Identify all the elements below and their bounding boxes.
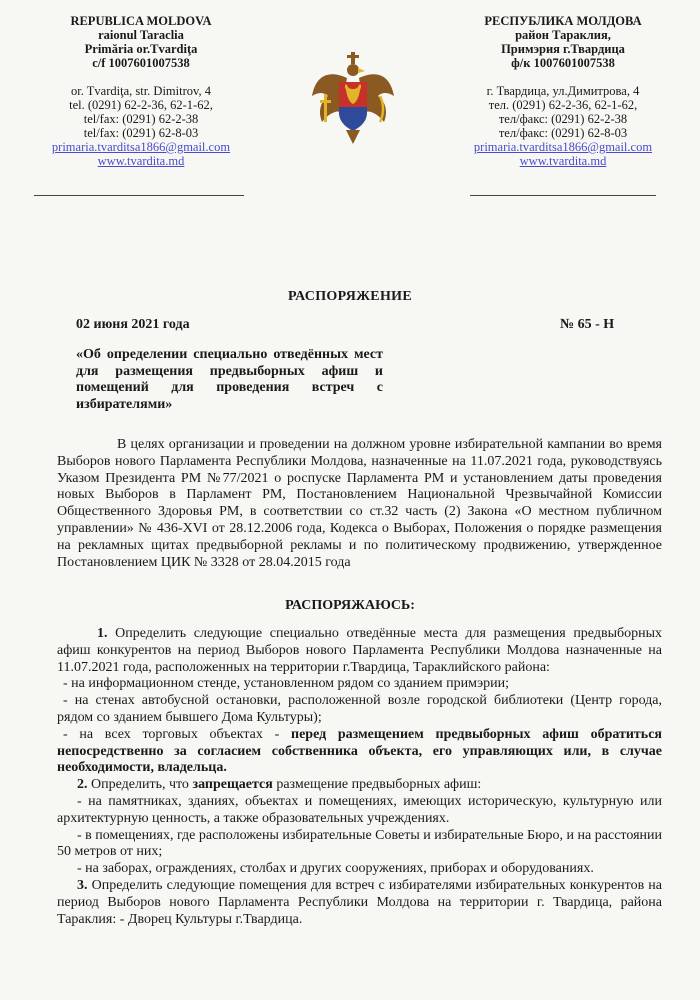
preamble-section [57, 437, 662, 571]
item-1-number: 1. [97, 626, 108, 641]
header-left-office: Primăria or.Tvardiţa [84, 42, 198, 56]
header-right-address: г. Твардица, ул.Димитрова, 4 [486, 84, 640, 98]
item-1-c-bold: перед размещением предвыборных афиш обратиться непосредственно за согласием собственника объекта, его управляющих или, в случае необходимости, владельца. [57, 726, 663, 776]
header-left-district: raionul Taraclia [98, 28, 184, 42]
item-3 [57, 878, 662, 928]
item-2 [57, 777, 662, 794]
header-left [6, 14, 276, 168]
header-left-fax2: tel/fax: (0291) 62-8-03 [83, 126, 199, 140]
item-2-b: - в помещениях, где расположены избирательные Советы и избирательные Бюро, и на расстоянии 50 метров от них; [57, 827, 662, 860]
header-left-email-link[interactable]: primaria.tvarditsa1866@gmail.com [51, 140, 231, 154]
header-left-fax1: tel/fax: (0291) 62-2-38 [83, 112, 199, 126]
header-right-tel: тел. (0291) 62-2-36, 62-1-62, [488, 98, 638, 112]
resolve-heading: РАСПОРЯЖАЮСЬ: [285, 598, 415, 613]
item-1 [57, 626, 662, 676]
item-3-text: Определить следующие помещения для встреч с избирателями избирательных конкурентов на период Выборов нового Парламента Республики Молдова на территории г. Твардица, района Тараклия: - Дворец Культуры г.Твардица. [57, 877, 663, 927]
item-1-c [57, 727, 662, 777]
item-3-number: 3. [77, 877, 88, 893]
item-1-a: - на информационном стенде, установленном рядом со зданием примэрии; [63, 676, 509, 692]
header-right-fax2: тел/факс: (0291) 62-8-03 [498, 126, 628, 140]
header-left-fiscal-code: c/f 1007601007538 [92, 56, 190, 70]
header-right-email-link[interactable]: primaria.tvarditsa1866@gmail.com [473, 140, 653, 154]
document-title: РАСПОРЯЖЕНИЕ [288, 289, 412, 304]
header-left-divider [34, 195, 244, 196]
header-right-fax1: тел/факс: (0291) 62-2-38 [498, 112, 628, 126]
header-right-district: район Тараклия, [515, 28, 611, 42]
item-1-c-plain: - на всех торговых объектах - [63, 726, 280, 742]
header-right-fiscal-code: ф/к 1007601007538 [511, 56, 615, 70]
preamble-paragraph: В целях организации и проведении на должном уровне избирательной кампании во время Выборов нового Парламента Республики Молдова, назначенные на 11.07.2021 года, руководствуясь Указом Президента РМ №77/2021 о роспуске Парламента РМ и установлением даты проведения новых Выборов в Парламент РМ, Постановлением Национальной Чрезвычайной Комиссии Общественного Здоровья РМ, в соответствии со ст.32 часть (2) Закона «О местном публичном управлении» № 436-XVI от 28.12.2006 года, Кодекса о Выборах, Положения о порядке размещения на рекламных щитах предвыборной рекламы и по политическому продвижению, утвержденное Постановлением ЦИК № 3328 от 28.04.2015 года [57, 437, 662, 570]
item-2-post: размещение предвыборных афиш: [276, 777, 482, 793]
order-items [57, 626, 662, 928]
header-right-divider [470, 195, 656, 196]
header-right-country: РЕСПУБЛИКА МОЛДОВА [484, 14, 642, 28]
item-2-pre: Определить, что [91, 777, 189, 793]
item-2-c: - на заборах, ограждениях, столбах и других сооружениях, приборах и оборудованиях. [77, 861, 594, 877]
item-2-number: 2. [77, 777, 88, 793]
header-left-website-link[interactable]: www.tvardita.md [97, 154, 185, 168]
item-2-bold: запрещается [192, 777, 273, 793]
header-right-office: Примэрия г.Твардица [501, 42, 625, 56]
header-left-tel: tel. (0291) 62-2-36, 62-1-62, [69, 98, 213, 112]
coat-of-arms-icon [310, 52, 396, 148]
header-right-website-link[interactable]: www.tvardita.md [519, 154, 607, 168]
header-right [428, 14, 698, 168]
document-subject: «Об определении специально отведённых мест для размещения предвыборных афиш и помещений для проведения встреч с избирателями» [76, 347, 383, 412]
item-2-a: - на памятниках, зданиях, объектах и помещениях, имеющих историческую, культурную или архитектурную ценность, а также образовательных учреждениях. [57, 793, 662, 826]
header-left-country: REPUBLICA MOLDOVA [70, 14, 212, 28]
item-1-b: - на стенах автобусной остановки, расположенной возле городской библиотеки (Центр города, рядом со зданием бывшего Дома Культуры); [57, 693, 662, 725]
item-1-text: Определить следующие специально отведённые места для размещения предвыборных афиш конкурентов на период Выборов нового Парламента Республики Молдова назначенные на 11.07.2021 года, расположенных на территории г.Твардица, Тараклийского района: [57, 626, 662, 675]
document-date: 02 июня 2021 года [76, 317, 190, 332]
document-number: № 65 - Н [560, 317, 615, 332]
header-left-address: or. Tvardiţa, str. Dimitrov, 4 [71, 84, 211, 98]
